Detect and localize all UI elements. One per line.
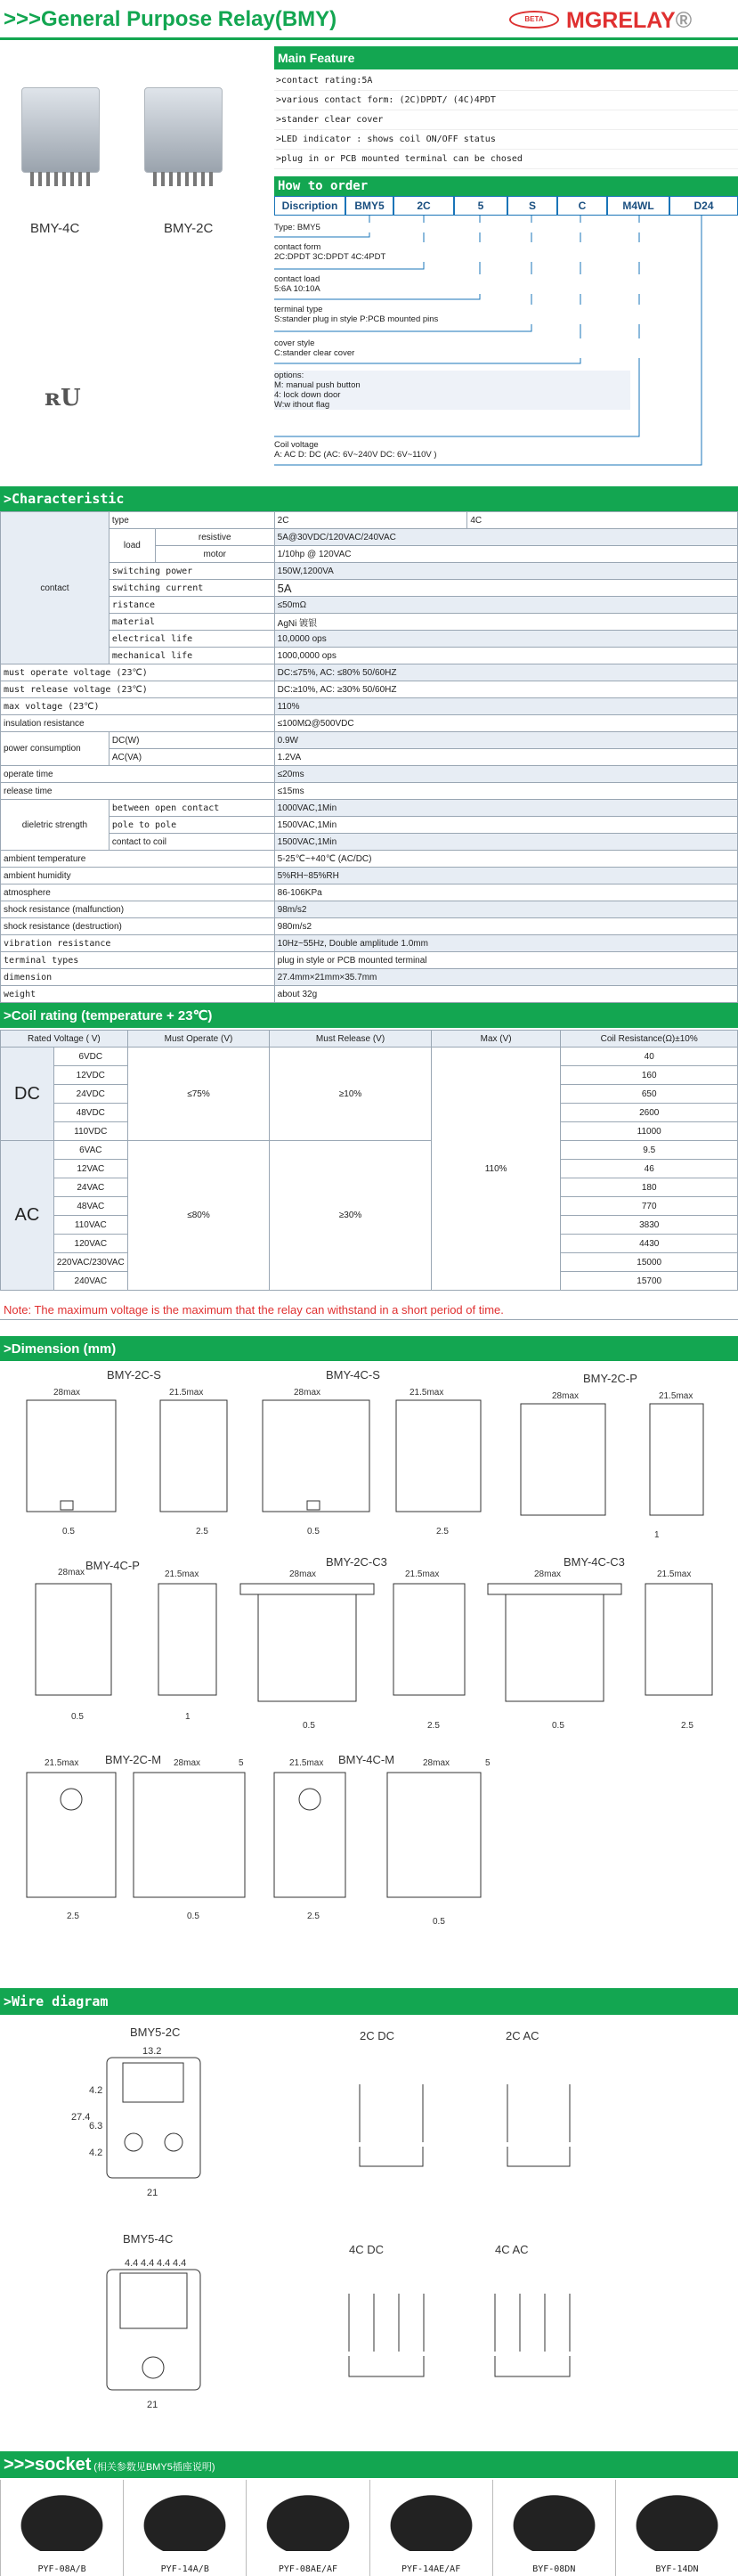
order-block-options bbox=[274, 371, 630, 410]
type-label: type bbox=[109, 512, 274, 529]
ul-certification-icon: ʀU bbox=[45, 385, 81, 412]
row-label: ristance bbox=[109, 597, 274, 614]
table-row bbox=[1, 800, 738, 817]
order-line: 2C:DPDT 3C:DPDT 4C:4PDT bbox=[274, 252, 386, 262]
order-code-row bbox=[274, 196, 738, 216]
rated-voltage: 220VAC/230VAC bbox=[53, 1253, 127, 1272]
wire-dim: 4.4 bbox=[173, 2258, 187, 2269]
col-must-operate: Must Operate (V) bbox=[127, 1031, 270, 1048]
row-label: ambient humidity bbox=[1, 868, 275, 884]
order-line: options: bbox=[274, 371, 304, 380]
wire-dim: 21 bbox=[147, 2400, 158, 2410]
dim-text: 21.5max bbox=[410, 1388, 444, 1398]
coil-resistance: 160 bbox=[561, 1066, 738, 1085]
row-label: material bbox=[109, 614, 274, 631]
coil-resistance: 40 bbox=[561, 1048, 738, 1066]
relay-2c-caption: BMY-2C bbox=[164, 221, 214, 236]
table-row bbox=[1, 597, 738, 614]
wire-label-4c-ac: 4C AC bbox=[495, 2243, 529, 2256]
wire-dim: 4.4 bbox=[157, 2258, 171, 2269]
row-value: 5%RH~85%RH bbox=[274, 868, 737, 884]
dielectric-label: dieletric strength bbox=[1, 800, 109, 851]
table-row bbox=[1, 918, 738, 935]
feature-item: >LED indicator : shows coil ON/OFF status bbox=[274, 130, 738, 150]
row-label: release time bbox=[1, 783, 275, 800]
coil-resistance: 9.5 bbox=[561, 1141, 738, 1160]
order-code-voltage: D24 bbox=[669, 196, 738, 216]
dim-text: 0.5 bbox=[303, 1721, 315, 1731]
relay-4c-photo bbox=[21, 87, 100, 173]
order-line: terminal type bbox=[274, 305, 323, 314]
wire-diagrams bbox=[0, 2040, 738, 2441]
table-row bbox=[1, 1048, 738, 1066]
feature-item: >plug in or PCB mounted terminal can be chosed bbox=[274, 150, 738, 169]
brand-logo bbox=[566, 8, 692, 34]
table-row bbox=[1, 783, 738, 800]
socket-label: PYF-14AE/AF bbox=[401, 2564, 461, 2574]
dim-text: 21.5max bbox=[45, 1758, 79, 1768]
row-label: must operate voltage (23℃) bbox=[1, 664, 275, 681]
order-block-cover bbox=[274, 338, 675, 358]
load-label: load bbox=[109, 529, 155, 563]
coil-note: Note: The maximum voltage is the maximum that the relay can withstand in a short period of time. bbox=[0, 1300, 738, 1320]
table-row bbox=[1, 715, 738, 732]
socket-image bbox=[10, 2487, 114, 2551]
brand-name: MGRELAY bbox=[566, 8, 676, 33]
table-row bbox=[1, 664, 738, 681]
order-line: S:stander plug in style P:PCB mounted pins bbox=[274, 314, 439, 324]
dim-text: 5 bbox=[485, 1758, 491, 1768]
row-value: 1500VAC,1Min bbox=[274, 817, 737, 834]
feature-item: >various contact form: (2C)DPDT/ (4C)4PDT bbox=[274, 91, 738, 110]
rated-voltage: 110VDC bbox=[53, 1122, 127, 1141]
wire-dim: 4.4 bbox=[125, 2258, 139, 2269]
wire-dim: 6.3 bbox=[89, 2121, 103, 2132]
row-value: about 32g bbox=[274, 986, 737, 1003]
row-label: pole to pole bbox=[109, 817, 274, 834]
wire-dim: 4.2 bbox=[89, 2085, 103, 2096]
socket-label: BYF-08DN bbox=[532, 2564, 576, 2574]
col-coil-resistance: Coil Resistance(Ω)±10% bbox=[561, 1031, 738, 1048]
wire-label-4c-dc: 4C DC bbox=[349, 2243, 385, 2256]
row-label: atmosphere bbox=[1, 884, 275, 901]
dim-text: 28max bbox=[53, 1388, 81, 1398]
dim-text: 21.5max bbox=[659, 1391, 693, 1401]
table-row bbox=[1, 766, 738, 783]
table-row bbox=[1, 969, 738, 986]
dim-text: 0.5 bbox=[187, 1912, 199, 1921]
order-line: contact form bbox=[274, 242, 321, 252]
coil-resistance: 180 bbox=[561, 1178, 738, 1197]
row-label: mechanical life bbox=[109, 648, 274, 664]
ac-label: AC bbox=[1, 1141, 54, 1291]
order-block-coil-voltage bbox=[274, 440, 675, 460]
characteristic-table bbox=[0, 511, 738, 1003]
row-label: AC(VA) bbox=[109, 749, 274, 766]
table-row bbox=[1, 580, 738, 597]
wire-label-2c-dc: 2C DC bbox=[360, 2029, 395, 2042]
dim-text: 21.5max bbox=[165, 1569, 199, 1579]
characteristic-title: >Characteristic bbox=[0, 486, 738, 511]
coil-resistance: 2600 bbox=[561, 1104, 738, 1122]
table-row bbox=[1, 851, 738, 868]
coil-resistance: 4430 bbox=[561, 1235, 738, 1253]
row-value: ≤15ms bbox=[274, 783, 737, 800]
coil-resistance: 770 bbox=[561, 1197, 738, 1216]
row-label: ambient temperature bbox=[1, 851, 275, 868]
row-label: DC(W) bbox=[109, 732, 274, 749]
row-value: AgNi 镀银 bbox=[274, 614, 737, 631]
order-code-type: BMY5 bbox=[345, 196, 393, 216]
row-value: 27.4mm×21mm×35.7mm bbox=[274, 969, 737, 986]
row-value: 1000VAC,1Min bbox=[274, 800, 737, 817]
row-value: ≤100MΩ@500VDC bbox=[274, 715, 737, 732]
row-value: ≤20ms bbox=[274, 766, 737, 783]
wire-dim: 4.4 bbox=[141, 2258, 155, 2269]
order-line: 4: lock down door bbox=[274, 390, 341, 400]
coil-resistance: 15000 bbox=[561, 1253, 738, 1272]
wire-dim: 13.2 bbox=[142, 2046, 162, 2057]
rated-voltage: 110VAC bbox=[53, 1216, 127, 1235]
order-line: Type: BMY5 bbox=[274, 223, 320, 232]
order-line: 5:6A 10:10A bbox=[274, 284, 320, 294]
dimension-drawings bbox=[0, 1363, 738, 1951]
row-value: 5A bbox=[274, 580, 737, 597]
table-row bbox=[1, 648, 738, 664]
dim-text: 21.5max bbox=[289, 1758, 324, 1768]
dim-text: 1 bbox=[185, 1712, 191, 1722]
row-label: max voltage (23℃) bbox=[1, 698, 275, 715]
coil-rating-table bbox=[0, 1030, 738, 1291]
coil-resistance: 15700 bbox=[561, 1272, 738, 1291]
col-rated-voltage: Rated Voltage ( V) bbox=[1, 1031, 128, 1048]
ac-must-operate: ≤80% bbox=[127, 1141, 270, 1291]
table-row bbox=[1, 749, 738, 766]
relay-2c-photo bbox=[144, 87, 223, 173]
row-label: must release voltage (23℃) bbox=[1, 681, 275, 698]
dim-label-bmy-4c-p: BMY-4C-P bbox=[85, 1559, 140, 1572]
order-line: Coil voltage bbox=[274, 440, 319, 450]
dim-text: 28max bbox=[174, 1758, 201, 1768]
dim-label-bmy-2c-m: BMY-2C-M bbox=[105, 1753, 162, 1766]
feature-item: >contact rating:5A bbox=[274, 71, 738, 91]
rated-voltage: 240VAC bbox=[53, 1272, 127, 1291]
row-label: switching power bbox=[109, 563, 274, 580]
type-2c: 2C bbox=[274, 512, 467, 529]
table-row bbox=[1, 681, 738, 698]
rated-voltage: 12VDC bbox=[53, 1066, 127, 1085]
order-line: M: manual push button bbox=[274, 380, 361, 390]
type-4c: 4C bbox=[467, 512, 738, 529]
contact-label: contact bbox=[1, 512, 109, 664]
coil-resistance: 3830 bbox=[561, 1216, 738, 1235]
table-row bbox=[1, 834, 738, 851]
dim-label-bmy-4c-m: BMY-4C-M bbox=[338, 1753, 395, 1766]
resistive-label: resistive bbox=[155, 529, 274, 546]
socket-label: BYF-14DN bbox=[655, 2564, 699, 2574]
rated-voltage: 24VDC bbox=[53, 1085, 127, 1104]
socket-image bbox=[255, 2487, 360, 2551]
row-label: insulation resistance bbox=[1, 715, 275, 732]
coil-rating-title: >Coil rating (temperature + 23℃) bbox=[0, 1003, 738, 1028]
col-max: Max (V) bbox=[431, 1031, 561, 1048]
page-title: >>>General Purpose Relay(BMY) bbox=[4, 7, 337, 31]
socket-label: PYF-08A/B bbox=[37, 2564, 86, 2574]
table-row bbox=[1, 529, 738, 546]
order-code-cover: C bbox=[557, 196, 607, 216]
row-label: contact to coil bbox=[109, 834, 274, 851]
row-value: 98m/s2 bbox=[274, 901, 737, 918]
dim-text: 2.5 bbox=[307, 1912, 320, 1921]
order-block-terminal bbox=[274, 305, 675, 324]
order-line: C:stander clear cover bbox=[274, 348, 355, 358]
coil-resistance: 650 bbox=[561, 1085, 738, 1104]
table-row bbox=[1, 952, 738, 969]
order-block-contact-form bbox=[274, 242, 675, 262]
dim-text: 2.5 bbox=[196, 1527, 208, 1537]
wire-dim: 4.2 bbox=[89, 2148, 103, 2158]
row-value: 10Hz~55Hz, Double amplitude 1.0mm bbox=[274, 935, 737, 952]
table-row bbox=[1, 868, 738, 884]
row-value: DC:≤75%, AC: ≤80% 50/60HZ bbox=[274, 664, 737, 681]
table-row bbox=[1, 563, 738, 580]
dim-text: 28max bbox=[534, 1569, 562, 1579]
dc-must-release: ≥10% bbox=[270, 1048, 432, 1141]
row-value: 5-25℃~+40℃ (AC/DC) bbox=[274, 851, 737, 868]
dim-text: 0.5 bbox=[71, 1712, 84, 1722]
wire-label-2c-ac: 2C AC bbox=[506, 2029, 539, 2042]
feature-item: >stander clear cover bbox=[274, 110, 738, 130]
dim-text: 2.5 bbox=[427, 1721, 440, 1731]
dim-label-bmy-4c-c3: BMY-4C-C3 bbox=[564, 1555, 625, 1569]
row-value: 110% bbox=[274, 698, 737, 715]
dc-label: DC bbox=[1, 1048, 54, 1141]
socket-image bbox=[625, 2487, 729, 2551]
table-row bbox=[1, 901, 738, 918]
order-code-terminal: S bbox=[507, 196, 557, 216]
dim-text: 0.5 bbox=[552, 1721, 564, 1731]
rated-voltage: 6VAC bbox=[53, 1141, 127, 1160]
rated-voltage: 48VDC bbox=[53, 1104, 127, 1122]
table-row bbox=[1, 512, 738, 529]
socket-gallery bbox=[0, 2480, 738, 2576]
socket-item bbox=[615, 2480, 738, 2576]
row-value: 150W,1200VA bbox=[274, 563, 737, 580]
socket-item bbox=[246, 2480, 369, 2576]
row-value: DC:≥10%, AC: ≥30% 50/60HZ bbox=[274, 681, 737, 698]
dim-text: 2.5 bbox=[436, 1527, 449, 1537]
row-label: shock resistance (malfunction) bbox=[1, 901, 275, 918]
power-label: power consumption bbox=[1, 732, 109, 766]
row-label: weight bbox=[1, 986, 275, 1003]
coil-resistance: 46 bbox=[561, 1160, 738, 1178]
table-row bbox=[1, 698, 738, 715]
socket-image bbox=[379, 2487, 483, 2551]
dim-text: 1 bbox=[654, 1530, 660, 1540]
socket-label: PYF-08AE/AF bbox=[278, 2564, 338, 2574]
socket-title: >>>socket bbox=[4, 2455, 92, 2474]
socket-item bbox=[369, 2480, 492, 2576]
row-value: 1.2VA bbox=[274, 749, 737, 766]
wire-dim: 21 bbox=[147, 2188, 158, 2198]
how-to-order-title: How to order bbox=[274, 176, 738, 196]
dim-text: 0.5 bbox=[307, 1527, 320, 1537]
table-row bbox=[1, 817, 738, 834]
table-row bbox=[1, 732, 738, 749]
row-label: operate time bbox=[1, 766, 275, 783]
rated-voltage: 24VAC bbox=[53, 1178, 127, 1197]
motor-value: 1/10hp @ 120VAC bbox=[274, 546, 737, 563]
main-feature-title: Main Feature bbox=[274, 46, 738, 69]
dim-text: 28max bbox=[289, 1569, 317, 1579]
dim-label-bmy-2c-p: BMY-2C-P bbox=[583, 1372, 637, 1385]
dimension-title: >Dimension (mm) bbox=[0, 1336, 738, 1361]
dc-must-operate: ≤75% bbox=[127, 1048, 270, 1141]
col-must-release: Must Release (V) bbox=[270, 1031, 432, 1048]
dim-text: 2.5 bbox=[681, 1721, 693, 1731]
row-value: plug in style or PCB mounted terminal bbox=[274, 952, 737, 969]
row-label: electrical life bbox=[109, 631, 274, 648]
row-label: switching current bbox=[109, 580, 274, 597]
dim-text: 28max bbox=[552, 1391, 580, 1401]
dim-text: 28max bbox=[294, 1388, 321, 1398]
socket-item bbox=[123, 2480, 246, 2576]
wire-diagram-title: >Wire diagram bbox=[0, 1988, 738, 2015]
socket-item bbox=[0, 2480, 123, 2576]
ac-must-release: ≥30% bbox=[270, 1141, 432, 1291]
dim-text: 28max bbox=[58, 1568, 85, 1577]
main-feature-list bbox=[274, 71, 738, 169]
row-value: ≤50mΩ bbox=[274, 597, 737, 614]
order-block-contact-load bbox=[274, 274, 675, 294]
motor-label: motor bbox=[155, 546, 274, 563]
table-row bbox=[1, 935, 738, 952]
dim-label-bmy-2c-c3: BMY-2C-C3 bbox=[326, 1555, 387, 1569]
dim-text: 21.5max bbox=[169, 1388, 204, 1398]
socket-subtitle: (相关参数见BMY5插座说明) bbox=[93, 2462, 215, 2473]
row-value: 980m/s2 bbox=[274, 918, 737, 935]
coil-resistance: 11000 bbox=[561, 1122, 738, 1141]
socket-image bbox=[502, 2487, 606, 2551]
dim-label-bmy-2c-s: BMY-2C-S bbox=[107, 1368, 161, 1382]
table-header-row bbox=[1, 1031, 738, 1048]
brand-mark: ® bbox=[675, 8, 693, 33]
relay-4c-caption: BMY-4C bbox=[30, 221, 80, 236]
order-line: cover style bbox=[274, 338, 315, 348]
dim-text: 21.5max bbox=[657, 1569, 692, 1579]
socket-item bbox=[492, 2480, 615, 2576]
table-row bbox=[1, 1141, 738, 1160]
row-label: dimension bbox=[1, 969, 275, 986]
beta-logo: BETA bbox=[509, 11, 559, 29]
order-code-description: Discription bbox=[274, 196, 345, 216]
rated-voltage: 48VAC bbox=[53, 1197, 127, 1216]
table-row bbox=[1, 631, 738, 648]
rated-voltage: 120VAC bbox=[53, 1235, 127, 1253]
row-label: between open contact bbox=[109, 800, 274, 817]
order-code-options: M4WL bbox=[607, 196, 669, 216]
socket-title-bar bbox=[0, 2451, 738, 2478]
dim-label-bmy-4c-s: BMY-4C-S bbox=[326, 1368, 380, 1382]
row-label: vibration resistance bbox=[1, 935, 275, 952]
row-label: shock resistance (destruction) bbox=[1, 918, 275, 935]
row-value: 0.9W bbox=[274, 732, 737, 749]
socket-image bbox=[133, 2487, 237, 2551]
order-block-type bbox=[274, 223, 675, 232]
order-line: A: AC D: DC (AC: 6V~240V DC: 6V~110V ) bbox=[274, 450, 437, 460]
dim-text: 5 bbox=[239, 1758, 244, 1768]
row-value: 86-106KPa bbox=[274, 884, 737, 901]
order-code-load: 5 bbox=[454, 196, 507, 216]
table-row bbox=[1, 614, 738, 631]
wire-dim: 27.4 bbox=[71, 2112, 91, 2123]
max-voltage: 110% bbox=[431, 1048, 561, 1291]
row-value: 10,0000 ops bbox=[274, 631, 737, 648]
resistive-value: 5A@30VDC/120VAC/240VAC bbox=[274, 529, 737, 546]
row-value: 1000,0000 ops bbox=[274, 648, 737, 664]
wire-label-bmy5-4c: BMY5-4C bbox=[123, 2232, 174, 2246]
row-label: terminal types bbox=[1, 952, 275, 969]
dim-text: 21.5max bbox=[405, 1569, 440, 1579]
table-row bbox=[1, 986, 738, 1003]
dim-text: 2.5 bbox=[67, 1912, 79, 1921]
dim-text: 0.5 bbox=[433, 1917, 445, 1927]
order-line: contact load bbox=[274, 274, 320, 284]
wire-label-bmy5-2c: BMY5-2C bbox=[130, 2026, 181, 2039]
socket-label: PYF-14A/B bbox=[160, 2564, 209, 2574]
order-line: W:w ithout flag bbox=[274, 400, 330, 410]
dim-text: 28max bbox=[423, 1758, 450, 1768]
page-header bbox=[0, 0, 738, 40]
rated-voltage: 6VDC bbox=[53, 1048, 127, 1066]
dim-text: 0.5 bbox=[62, 1527, 75, 1537]
rated-voltage: 12VAC bbox=[53, 1160, 127, 1178]
order-code-contact: 2C bbox=[393, 196, 454, 216]
table-row bbox=[1, 884, 738, 901]
row-value: 1500VAC,1Min bbox=[274, 834, 737, 851]
